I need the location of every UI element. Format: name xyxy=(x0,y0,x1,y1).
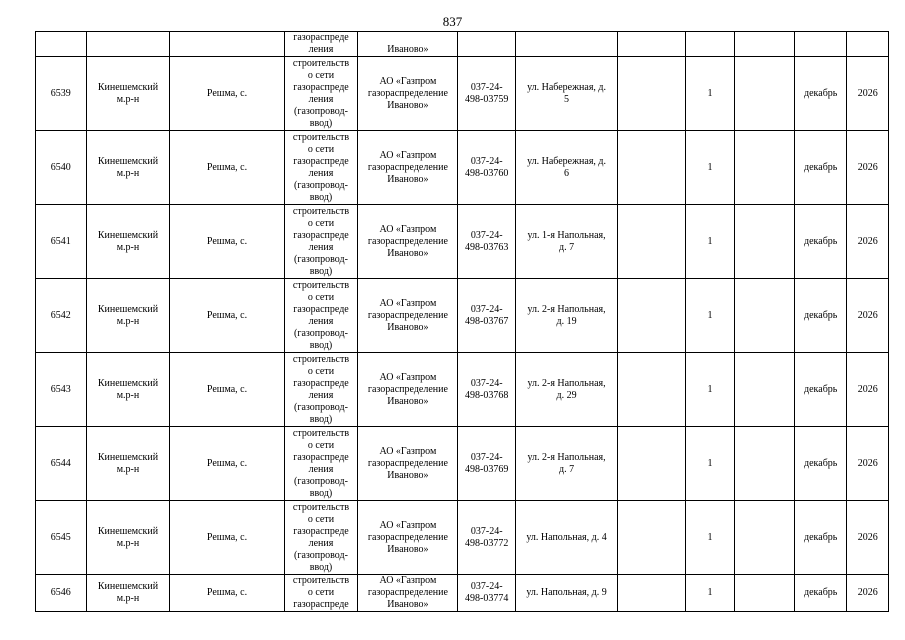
cell-empty-1 xyxy=(618,131,686,205)
cell-settlement: Решма, с. xyxy=(170,57,284,131)
cell-address: ул. 1-я Напольная, д. 7 xyxy=(516,205,618,279)
cell-num: 6542 xyxy=(36,279,87,353)
table-row xyxy=(36,353,889,427)
cell-year: 2026 xyxy=(847,501,889,575)
cell-empty-1 xyxy=(618,501,686,575)
cell-work-type: строительств о сети газораспреде ления (газопровод- ввод) xyxy=(284,427,358,501)
cell-company: АО «Газпром газораспределение Иваново» xyxy=(358,205,458,279)
cell-work-type: строительств о сети газораспреде ления (газопровод- ввод) xyxy=(284,57,358,131)
cell-settlement: Решма, с. xyxy=(170,353,284,427)
cell-month: декабрь xyxy=(794,131,847,205)
cell-empty-2 xyxy=(735,279,795,353)
cell-empty-1 xyxy=(618,205,686,279)
cell-year: 2026 xyxy=(847,575,889,612)
cell-code: 037-24- 498-03760 xyxy=(458,131,516,205)
cell-company: АО «Газпром газораспределение Иваново» xyxy=(358,279,458,353)
cell-quantity: 1 xyxy=(685,57,735,131)
cell-quantity: 1 xyxy=(685,501,735,575)
cell-settlement: Решма, с. xyxy=(170,205,284,279)
cell-month: декабрь xyxy=(794,57,847,131)
cell-quantity: 1 xyxy=(685,205,735,279)
cell-num xyxy=(36,32,87,57)
cell-empty-2 xyxy=(735,575,795,612)
cell-empty-1 xyxy=(618,32,686,57)
cell-address: ул. 2-я Напольная, д. 29 xyxy=(516,353,618,427)
cell-work-type: строительств о сети газораспреде xyxy=(284,575,358,612)
cell-company: АО «Газпром газораспределение Иваново» xyxy=(358,353,458,427)
cell-year xyxy=(847,32,889,57)
cell-code: 037-24- 498-03774 xyxy=(458,575,516,612)
cell-district: Кинешемский м.р-н xyxy=(86,205,170,279)
cell-company: АО «Газпром газораспределение Иваново» xyxy=(358,501,458,575)
cell-quantity: 1 xyxy=(685,575,735,612)
cell-empty-1 xyxy=(618,57,686,131)
cell-address: ул. Набережная, д. 6 xyxy=(516,131,618,205)
cell-num: 6541 xyxy=(36,205,87,279)
cell-month: декабрь xyxy=(794,427,847,501)
table-row xyxy=(36,279,889,353)
cell-quantity: 1 xyxy=(685,131,735,205)
cell-month: декабрь xyxy=(794,501,847,575)
cell-work-type: строительств о сети газораспреде ления (газопровод- ввод) xyxy=(284,353,358,427)
cell-code: 037-24- 498-03767 xyxy=(458,279,516,353)
cell-quantity: 1 xyxy=(685,279,735,353)
cell-district: Кинешемский м.р-н xyxy=(86,501,170,575)
cell-district: Кинешемский м.р-н xyxy=(86,353,170,427)
cell-company: АО «Газпром газораспределение Иваново» xyxy=(358,57,458,131)
cell-num: 6540 xyxy=(36,131,87,205)
cell-company: АО «Газпром газораспределение Иваново» xyxy=(358,131,458,205)
cell-empty-1 xyxy=(618,279,686,353)
cell-month xyxy=(794,32,847,57)
cell-address: ул. 2-я Напольная, д. 19 xyxy=(516,279,618,353)
cell-year: 2026 xyxy=(847,427,889,501)
cell-code: 037-24- 498-03768 xyxy=(458,353,516,427)
table-row xyxy=(36,205,889,279)
cell-settlement: Решма, с. xyxy=(170,501,284,575)
cell-year: 2026 xyxy=(847,353,889,427)
cell-code xyxy=(458,32,516,57)
table-row xyxy=(36,57,889,131)
cell-empty-2 xyxy=(735,427,795,501)
cell-work-type: строительств о сети газораспреде ления (газопровод- ввод) xyxy=(284,501,358,575)
table-row xyxy=(36,131,889,205)
cell-work-type: строительств о сети газораспреде ления (газопровод- ввод) xyxy=(284,131,358,205)
cell-empty-1 xyxy=(618,353,686,427)
cell-empty-1 xyxy=(618,575,686,612)
cell-empty-1 xyxy=(618,427,686,501)
cell-company: Иваново» xyxy=(358,32,458,57)
cell-work-type: газораспреде ления xyxy=(284,32,358,57)
cell-company: АО «Газпром газораспределение Иваново» xyxy=(358,427,458,501)
cell-district: Кинешемский м.р-н xyxy=(86,575,170,612)
cell-empty-2 xyxy=(735,131,795,205)
cell-month: декабрь xyxy=(794,353,847,427)
cell-district: Кинешемский м.р-н xyxy=(86,427,170,501)
cell-address: ул. Набережная, д. 5 xyxy=(516,57,618,131)
cell-year: 2026 xyxy=(847,279,889,353)
cell-year: 2026 xyxy=(847,131,889,205)
cell-district: Кинешемский м.р-н xyxy=(86,57,170,131)
cell-num: 6543 xyxy=(36,353,87,427)
cell-district: Кинешемский м.р-н xyxy=(86,131,170,205)
cell-settlement: Решма, с. xyxy=(170,279,284,353)
gasification-table xyxy=(35,31,889,612)
cell-empty-2 xyxy=(735,32,795,57)
cell-quantity: 1 xyxy=(685,427,735,501)
cell-num: 6546 xyxy=(36,575,87,612)
cell-company: АО «Газпром газораспределение Иваново» xyxy=(358,575,458,612)
table-row xyxy=(36,501,889,575)
cell-address: ул. Напольная, д. 4 xyxy=(516,501,618,575)
table-row xyxy=(36,427,889,501)
cell-code: 037-24- 498-03772 xyxy=(458,501,516,575)
cell-month: декабрь xyxy=(794,205,847,279)
table-row xyxy=(36,575,889,612)
cell-num: 6539 xyxy=(36,57,87,131)
table-row-continued xyxy=(36,32,889,57)
cell-num: 6544 xyxy=(36,427,87,501)
cell-empty-2 xyxy=(735,353,795,427)
cell-district xyxy=(86,32,170,57)
cell-quantity xyxy=(685,32,735,57)
cell-empty-2 xyxy=(735,57,795,131)
cell-year: 2026 xyxy=(847,57,889,131)
cell-work-type: строительств о сети газораспреде ления (газопровод- ввод) xyxy=(284,279,358,353)
cell-settlement: Решма, с. xyxy=(170,131,284,205)
cell-code: 037-24- 498-03769 xyxy=(458,427,516,501)
cell-code: 037-24- 498-03759 xyxy=(458,57,516,131)
page-number: 837 xyxy=(442,14,463,29)
cell-year: 2026 xyxy=(847,205,889,279)
cell-month: декабрь xyxy=(794,279,847,353)
cell-empty-2 xyxy=(735,205,795,279)
cell-month: декабрь xyxy=(794,575,847,612)
cell-settlement xyxy=(170,32,284,57)
cell-settlement: Решма, с. xyxy=(170,575,284,612)
cell-work-type: строительств о сети газораспреде ления (газопровод- ввод) xyxy=(284,205,358,279)
cell-settlement: Решма, с. xyxy=(170,427,284,501)
cell-district: Кинешемский м.р-н xyxy=(86,279,170,353)
cell-empty-2 xyxy=(735,501,795,575)
cell-address: ул. 2-я Напольная, д. 7 xyxy=(516,427,618,501)
cell-address: ул. Напольная, д. 9 xyxy=(516,575,618,612)
cell-address xyxy=(516,32,618,57)
cell-quantity: 1 xyxy=(685,353,735,427)
cell-num: 6545 xyxy=(36,501,87,575)
cell-code: 037-24- 498-03763 xyxy=(458,205,516,279)
